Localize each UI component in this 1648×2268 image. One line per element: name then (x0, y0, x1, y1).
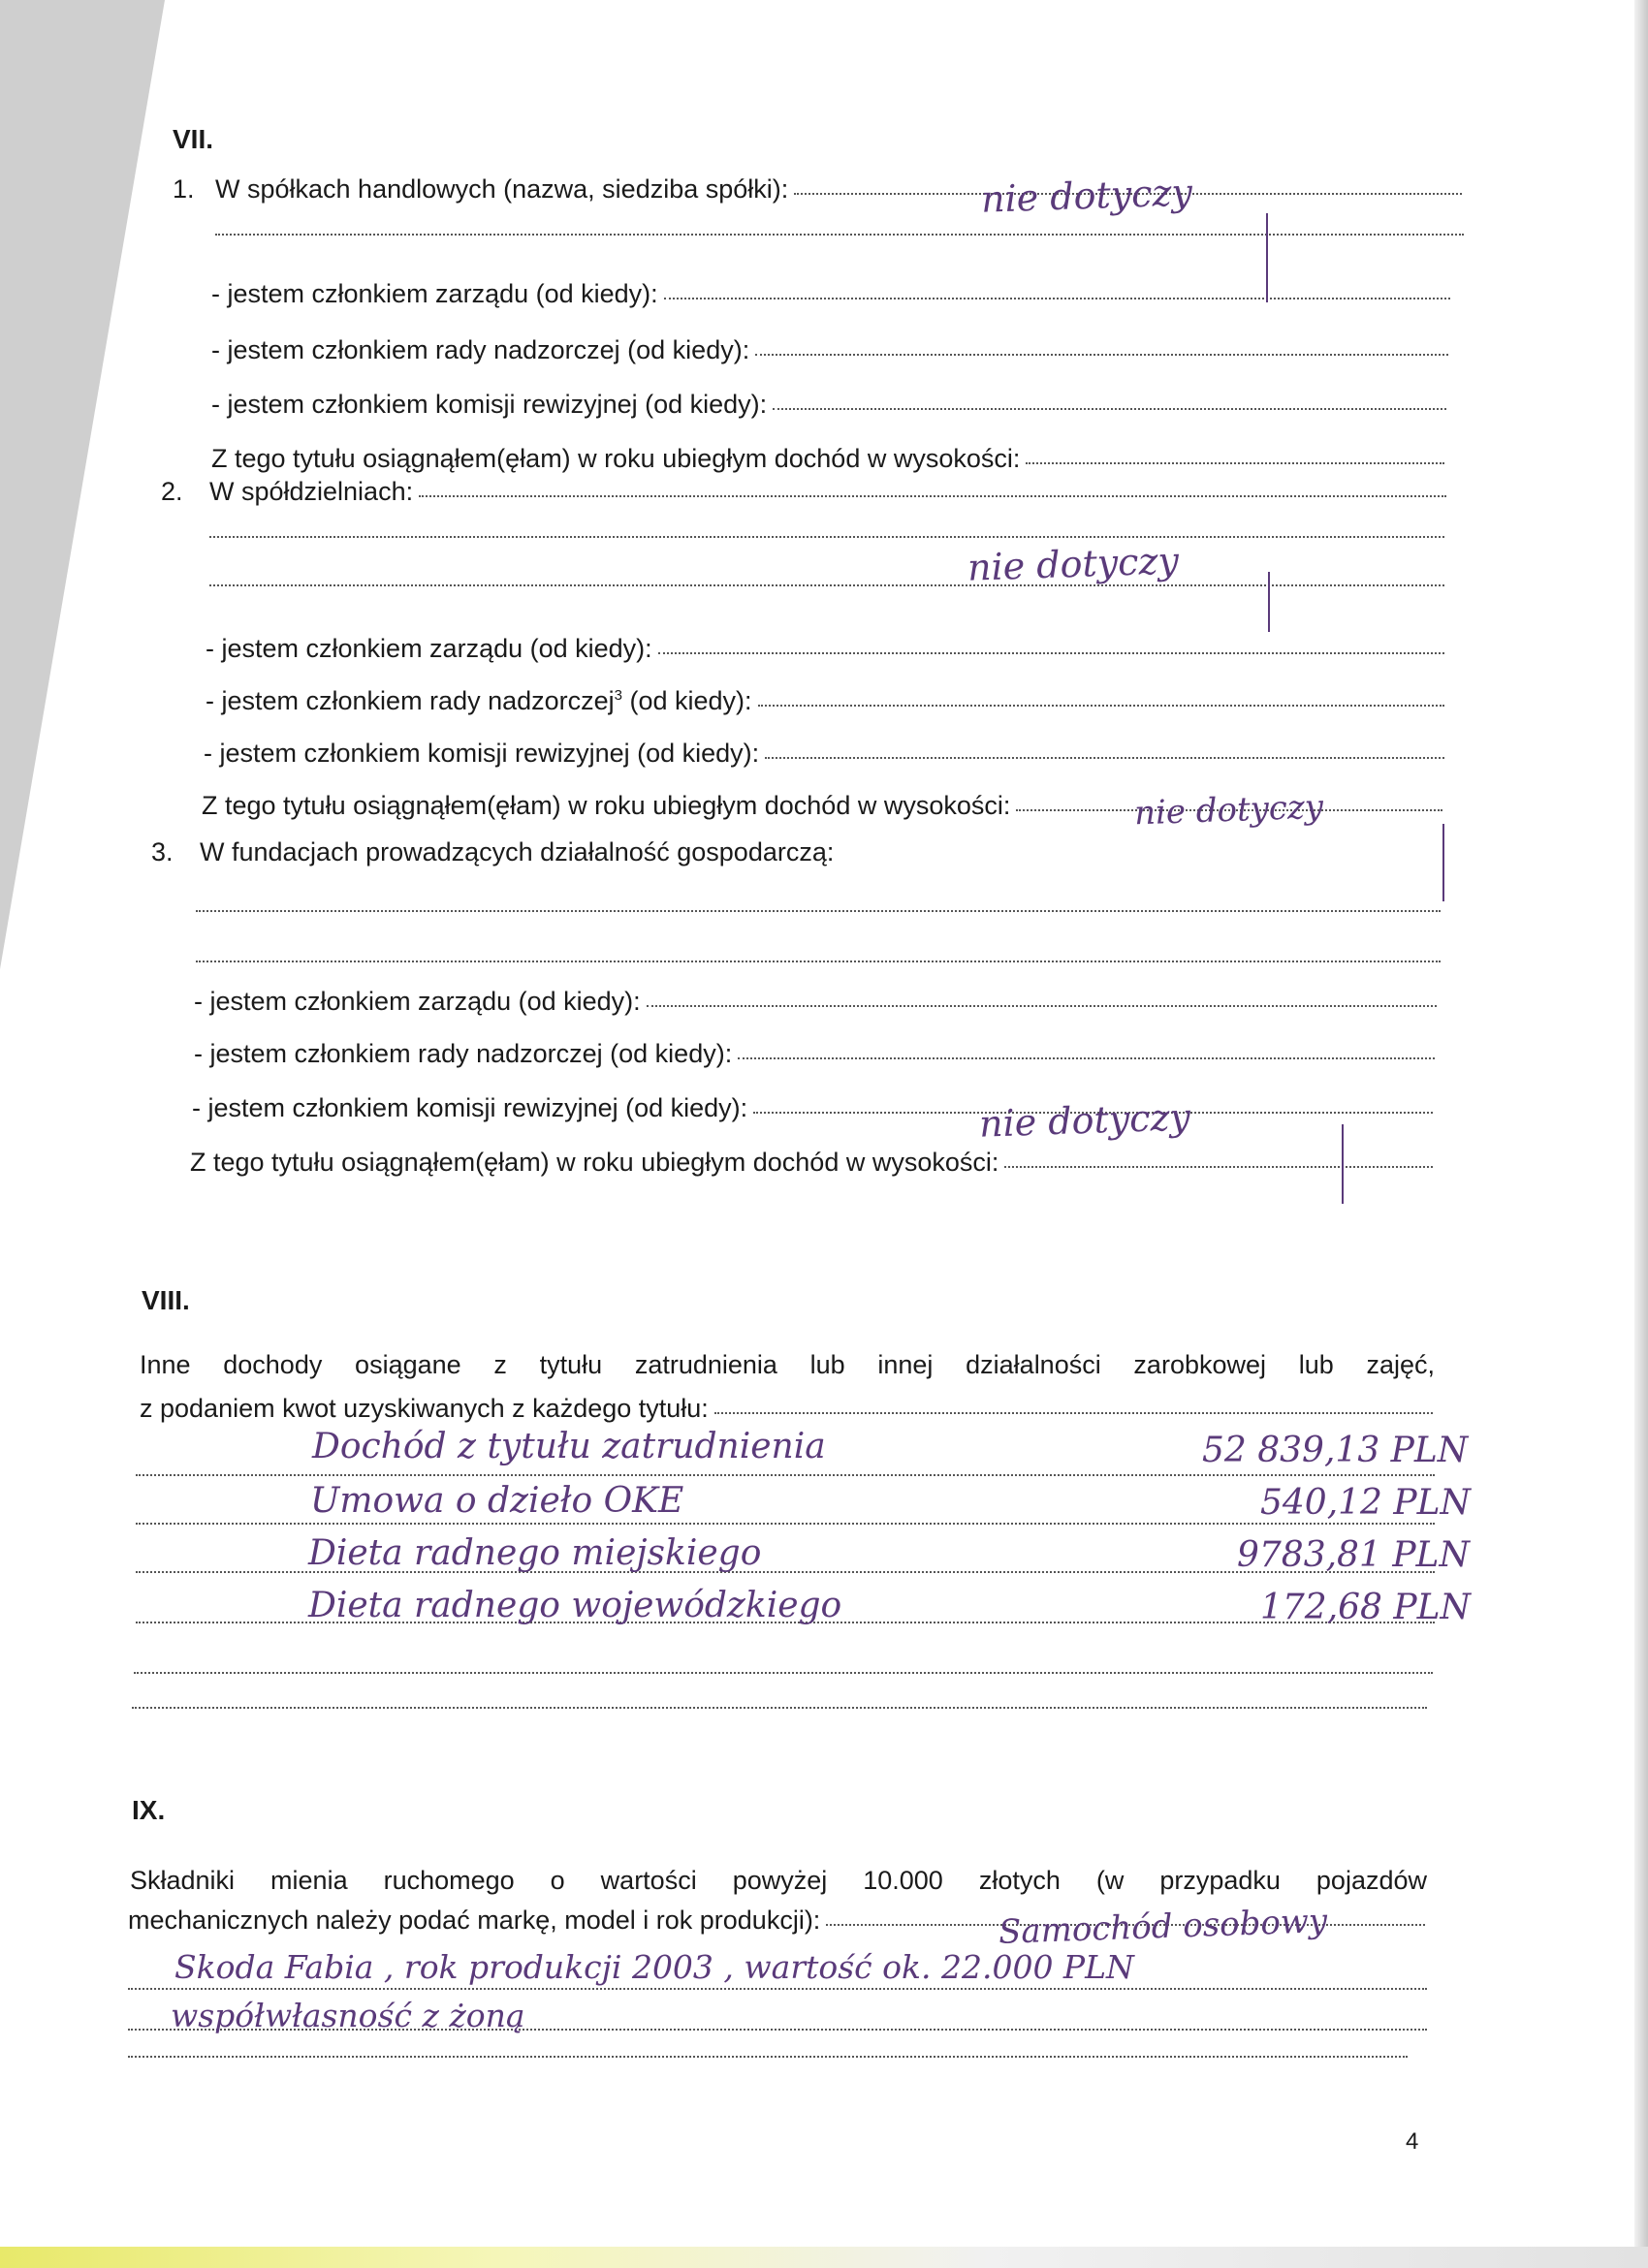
item2-management-label: - jestem członkiem zarządu (od kiedy): (206, 634, 652, 663)
item1-dotted-line-2 (215, 233, 1464, 236)
item1-supervisory-dots (755, 353, 1448, 356)
item1-audit-label: - jestem członkiem komisji rewizyjnej (od kiedy): (211, 390, 768, 419)
item3-supervisory-row (194, 1039, 1435, 1069)
item2-supervisory-row (206, 686, 1444, 716)
item1-supervisory-row (211, 335, 1448, 365)
item2-handwriting: nie dotyczy (967, 539, 1180, 589)
item2-income-handwriting: nie dotyczy (1133, 787, 1324, 834)
item3-management-dots (647, 1004, 1437, 1007)
item2-audit-row (204, 739, 1444, 769)
section8-line-5 (134, 1671, 1433, 1674)
footnote-3-marker: 3 (614, 687, 622, 704)
income-entry-4-amount: 172,68 PLN (1260, 1588, 1472, 1627)
item1-income-dots (1026, 461, 1444, 464)
item3-handwriting: nie dotyczy (978, 1095, 1191, 1146)
section-9-heading: IX. (132, 1795, 166, 1825)
income-entry-2-text: Umowa o dzieło OKE (310, 1481, 684, 1521)
item2-management-dots (658, 651, 1444, 654)
section9-intro-label: mechanicznych należy podać markę, model i rok produkcji): (128, 1906, 821, 1935)
item2-supervisory-tail: (od kiedy): (622, 686, 752, 715)
section8-intro-label: z podaniem kwot uzyskiwanych z każdego tytułu: (140, 1394, 709, 1423)
item1-number: 1. (173, 174, 195, 204)
section8-line-6 (132, 1706, 1427, 1709)
section8-line-2 (136, 1522, 1435, 1525)
section8-intro-line2 (140, 1394, 1433, 1424)
item2-text: W spółdzielniach: (209, 477, 414, 506)
item3-management-row (194, 987, 1437, 1017)
item3-audit-row (192, 1093, 1433, 1123)
section8-intro-dots (714, 1411, 1433, 1414)
item2-handwriting-stroke (1268, 572, 1270, 632)
item1-management-row (211, 279, 1450, 309)
item3-number: 3. (151, 837, 174, 866)
income-entry-4-text: Dieta radnego wojewódzkiego (308, 1586, 842, 1625)
item1-row (173, 174, 1462, 205)
section9-handwriting-1: Samochód osobowy (998, 1902, 1328, 1952)
item2-supervisory-dots (758, 704, 1444, 707)
item3-dotted-line-2 (196, 960, 1441, 962)
income-entry-2-amount: 540,12 PLN (1260, 1483, 1472, 1523)
scan-edge-right (1634, 0, 1648, 2268)
section8-intro-line1: Inne dochody osiągane z tytułu zatrudnienia lub innej działalności zarobkowej lub zajęć, (140, 1350, 1435, 1379)
item2-dots (419, 494, 1446, 497)
item3-handwriting-stroke (1342, 1124, 1344, 1204)
section9-line-1 (128, 1987, 1427, 1990)
item1-income-label: Z tego tytułu osiągnąłem(ęłam) w roku ubiegłym dochód w wysokości: (211, 444, 1021, 473)
item1-handwriting-stroke (1266, 213, 1268, 302)
item3-supervisory-dots (738, 1056, 1435, 1059)
item3-income-dots (1004, 1165, 1433, 1168)
item1-management-label: - jestem członkiem zarządu (od kiedy): (211, 279, 658, 308)
item2-supervisory-text: - jestem członkiem rady nadzorczej (206, 686, 615, 715)
item1-audit-row (211, 390, 1446, 420)
item3-dotted-line-1 (196, 909, 1441, 912)
item1-management-dots (664, 297, 1450, 299)
item1-income-row (211, 444, 1444, 474)
item2-audit-dots (765, 756, 1444, 759)
item2-income-label: Z tego tytułu osiągnąłem(ęłam) w roku ubiegłym dochód w wysokości: (202, 791, 1011, 820)
item3-text: W fundacjach prowadzących działalność gospodarczą: (200, 837, 835, 866)
income-entry-3-amount: 9783,81 PLN (1237, 1535, 1470, 1575)
income-entry-1-text: Dochód z tytułu zatrudnienia (312, 1427, 826, 1466)
item1-supervisory-label: - jestem członkiem rady nadzorczej (od kiedy): (211, 335, 750, 364)
scan-edge-left (0, 0, 165, 969)
section-8-heading: VIII. (142, 1285, 190, 1315)
section-7-heading: VII. (173, 124, 214, 154)
item3-audit-label: - jestem członkiem komisji rewizyjnej (od kiedy): (192, 1093, 748, 1122)
section9-intro-line1: Składniki mienia ruchomego o wartości powyżej 10.000 złotych (w przypadku pojazdów (130, 1866, 1427, 1895)
item1-audit-dots (773, 407, 1446, 410)
item2-number: 2. (161, 477, 183, 506)
section8-line-1 (136, 1473, 1435, 1476)
section9-handwriting-2: Skoda Fabia , rok produkcji 2003 , wartość ok. 22.000 PLN (174, 1948, 1134, 1986)
section9-line-3 (128, 2055, 1408, 2058)
item2-supervisory-label (206, 686, 752, 716)
section9-handwriting-3: współwłasność z żoną (171, 1997, 525, 2034)
income-entry-1-amount: 52 839,13 PLN (1202, 1431, 1469, 1470)
item2-row (161, 477, 1446, 507)
item1-text: W spółkach handlowych (nazwa, siedziba spółki): (215, 174, 789, 204)
item3-supervisory-label: - jestem członkiem rady nadzorczej (od kiedy): (194, 1039, 733, 1068)
item2-audit-label: - jestem członkiem komisji rewizyjnej (od kiedy): (204, 739, 760, 768)
page-number: 4 (1406, 2128, 1419, 2155)
item3-income-label: Z tego tytułu osiągnąłem(ęłam) w roku ubiegłym dochód w wysokości: (190, 1148, 999, 1177)
item3-management-label: - jestem członkiem zarządu (od kiedy): (194, 987, 641, 1016)
item2-dotted-line-2 (209, 535, 1444, 538)
item3-row (151, 837, 1444, 867)
item2-management-row (206, 634, 1444, 664)
item3-income-row (190, 1148, 1433, 1178)
income-entry-3-text: Dieta radnego miejskiego (308, 1533, 762, 1573)
item2-dotted-line-3 (209, 583, 1444, 586)
scan-edge-bottom (0, 2247, 1648, 2268)
item1-handwriting: nie dotyczy (980, 171, 1193, 221)
